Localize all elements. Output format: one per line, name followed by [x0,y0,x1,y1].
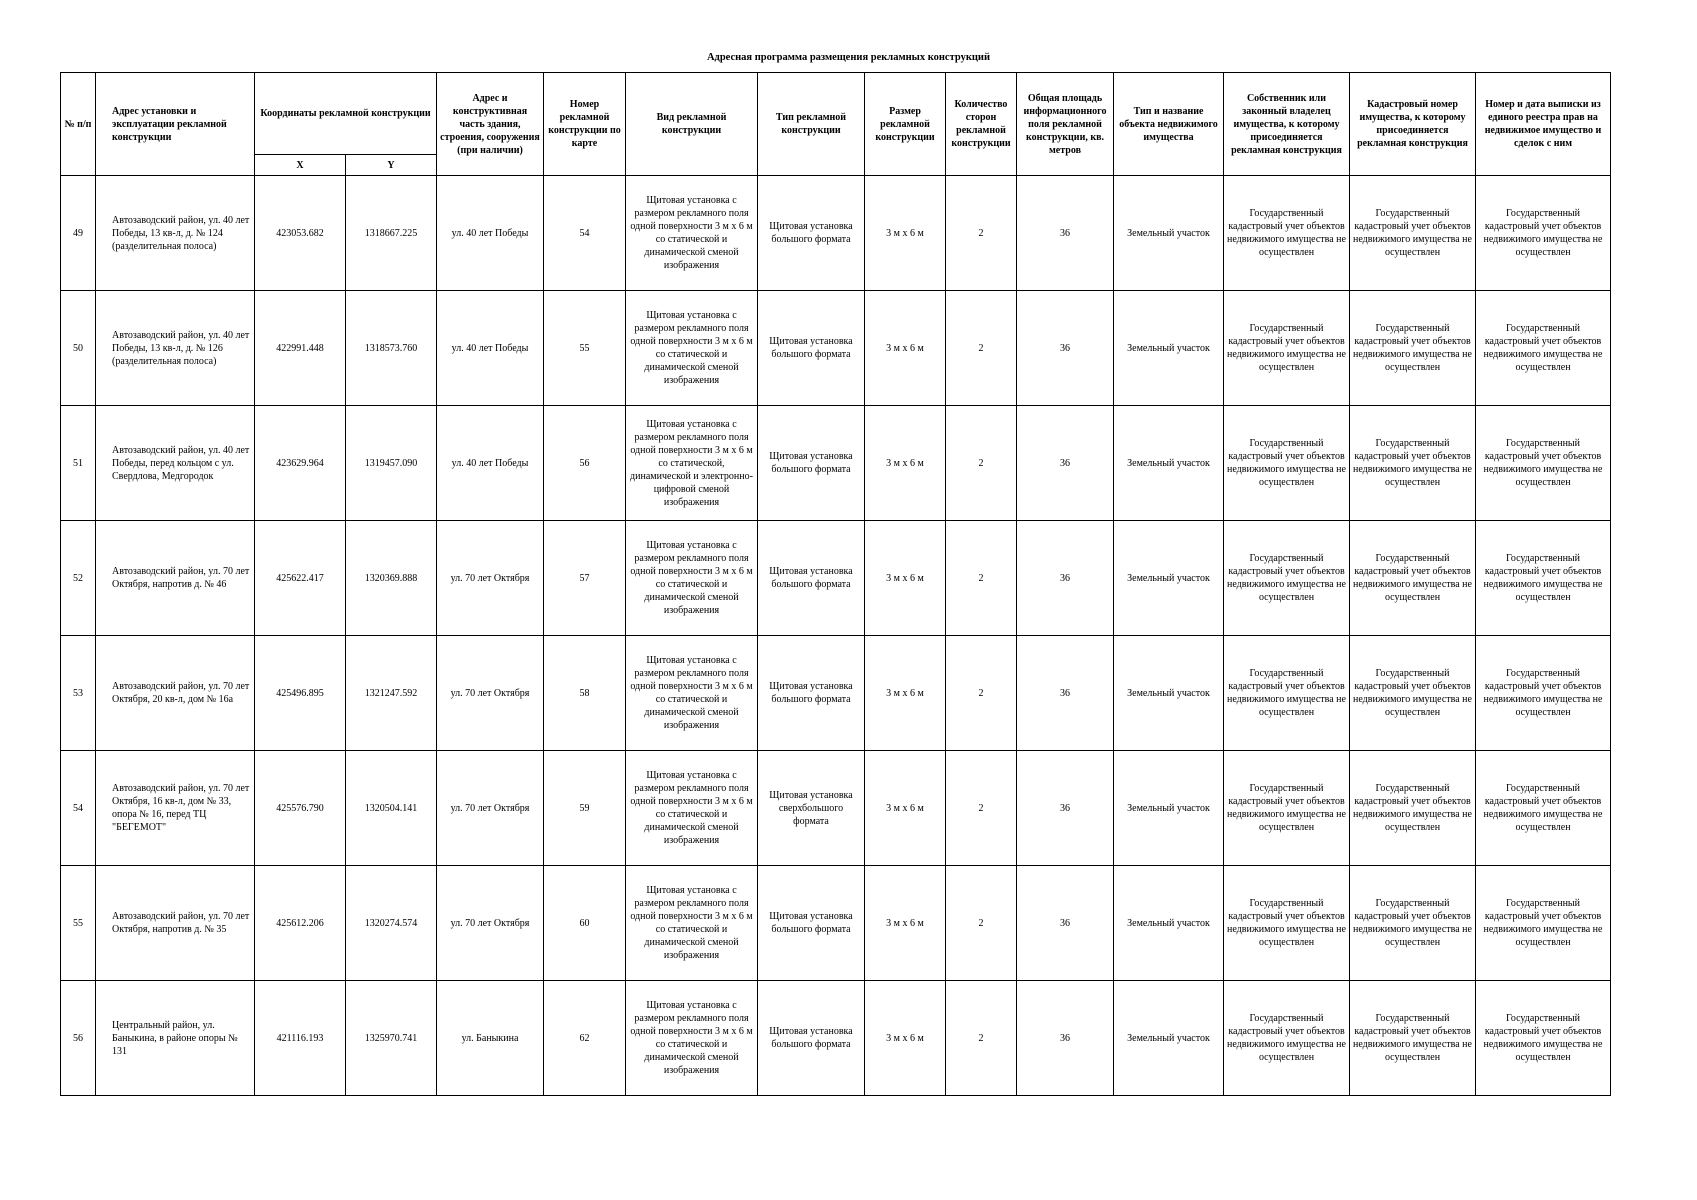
cell-owner: Государственный кадастровый учет объектов недвижимого имущества не осуществлен [1224,981,1350,1096]
cell-y: 1318573.760 [346,291,437,406]
cell-object: Земельный участок [1114,406,1224,521]
table-row [61,981,1611,1096]
cell-owner: Государственный кадастровый учет объектов недвижимого имущества не осуществлен [1224,521,1350,636]
cell-x: 425496.895 [255,636,346,751]
cell-num: 55 [61,866,96,981]
cell-num: 54 [61,751,96,866]
header-y: Y [346,155,437,176]
cell-kind: Щитовая установка с размером рекламного поля одной поверхности 3 м х 6 м со статической и динамической сменой изображения [626,521,758,636]
cell-cadastral: Государственный кадастровый учет объектов недвижимого имущества не осуществлен [1350,636,1476,751]
cell-type: Щитовая установка сверхбольшого формата [758,751,865,866]
cell-kind: Щитовая установка с размером рекламного поля одной поверхности 3 м х 6 м со статической, динамической и электронно-цифровой сменой изображения [626,406,758,521]
ad-program-table [60,72,1611,1096]
cell-map-num: 60 [544,866,626,981]
header-building: Адрес и конструктивная часть здания, строения, сооружения (при наличии) [437,73,544,176]
cell-cadastral: Государственный кадастровый учет объектов недвижимого имущества не осуществлен [1350,866,1476,981]
header-owner: Собственник или законный владелец имущества, к которому присоединяется рекламная конструкция [1224,73,1350,176]
cell-owner: Государственный кадастровый учет объектов недвижимого имущества не осуществлен [1224,406,1350,521]
cell-size: 3 м х 6 м [865,636,946,751]
cell-area: 36 [1017,981,1114,1096]
cell-y: 1319457.090 [346,406,437,521]
cell-sides: 2 [946,636,1017,751]
cell-registry: Государственный кадастровый учет объектов недвижимого имущества не осуществлен [1476,291,1611,406]
cell-kind: Щитовая установка с размером рекламного поля одной поверхности 3 м х 6 м со статической и динамической сменой изображения [626,176,758,291]
cell-address: Автозаводский район, ул. 70 лет Октября, 20 кв-л, дом № 16а [96,636,255,751]
cell-type: Щитовая установка большого формата [758,176,865,291]
cell-size: 3 м х 6 м [865,751,946,866]
header-kind: Вид рекламной конструкции [626,73,758,176]
header-x: X [255,155,346,176]
cell-object: Земельный участок [1114,291,1224,406]
cell-type: Щитовая установка большого формата [758,636,865,751]
cell-kind: Щитовая установка с размером рекламного поля одной поверхности 3 м х 6 м со статической и динамической сменой изображения [626,291,758,406]
cell-type: Щитовая установка большого формата [758,981,865,1096]
cell-y: 1320369.888 [346,521,437,636]
table-row [61,406,1611,521]
cell-x: 425612.206 [255,866,346,981]
cell-map-num: 57 [544,521,626,636]
cell-registry: Государственный кадастровый учет объектов недвижимого имущества не осуществлен [1476,406,1611,521]
table-row [61,521,1611,636]
cell-num: 53 [61,636,96,751]
document-title: Адресная программа размещения рекламных конструкций [706,52,991,63]
cell-map-num: 54 [544,176,626,291]
cell-type: Щитовая установка большого формата [758,291,865,406]
cell-num: 50 [61,291,96,406]
header-sides: Количество сторон рекламной конструкции [946,73,1017,176]
cell-owner: Государственный кадастровый учет объектов недвижимого имущества не осуществлен [1224,291,1350,406]
header-size: Размер рекламной конструкции [865,73,946,176]
cell-y: 1325970.741 [346,981,437,1096]
table-header [61,73,1611,176]
header-object: Тип и название объекта недвижимого имущества [1114,73,1224,176]
cell-area: 36 [1017,521,1114,636]
cell-address: Центральный район, ул. Баныкина, в районе опоры № 131 [96,981,255,1096]
cell-num: 49 [61,176,96,291]
cell-map-num: 56 [544,406,626,521]
header-coords: Координаты рекламной конструкции [255,73,437,155]
cell-sides: 2 [946,866,1017,981]
cell-size: 3 м х 6 м [865,406,946,521]
cell-sides: 2 [946,521,1017,636]
cell-y: 1321247.592 [346,636,437,751]
cell-y: 1318667.225 [346,176,437,291]
cell-area: 36 [1017,406,1114,521]
cell-kind: Щитовая установка с размером рекламного поля одной поверхности 3 м х 6 м со статической и динамической сменой изображения [626,866,758,981]
cell-size: 3 м х 6 м [865,866,946,981]
cell-cadastral: Государственный кадастровый учет объектов недвижимого имущества не осуществлен [1350,291,1476,406]
cell-cadastral: Государственный кадастровый учет объектов недвижимого имущества не осуществлен [1350,521,1476,636]
cell-building: ул. 40 лет Победы [437,291,544,406]
cell-object: Земельный участок [1114,521,1224,636]
cell-object: Земельный участок [1114,636,1224,751]
cell-object: Земельный участок [1114,866,1224,981]
cell-building: ул. Баныкина [437,981,544,1096]
header-address: Адрес установки и эксплуатации рекламной конструкции [96,73,255,176]
cell-registry: Государственный кадастровый учет объектов недвижимого имущества не осуществлен [1476,176,1611,291]
cell-building: ул. 70 лет Октября [437,636,544,751]
cell-building: ул. 70 лет Октября [437,866,544,981]
cell-y: 1320504.141 [346,751,437,866]
cell-map-num: 62 [544,981,626,1096]
cell-cadastral: Государственный кадастровый учет объектов недвижимого имущества не осуществлен [1350,751,1476,866]
cell-object: Земельный участок [1114,751,1224,866]
cell-x: 425576.790 [255,751,346,866]
table-body [61,176,1611,1096]
cell-size: 3 м х 6 м [865,521,946,636]
cell-area: 36 [1017,291,1114,406]
cell-cadastral: Государственный кадастровый учет объектов недвижимого имущества не осуществлен [1350,406,1476,521]
cell-x: 423053.682 [255,176,346,291]
cell-address: Автозаводский район, ул. 40 лет Победы, 13 кв-л, д. № 124 (разделительная полоса) [96,176,255,291]
cell-building: ул. 70 лет Октября [437,751,544,866]
cell-type: Щитовая установка большого формата [758,406,865,521]
cell-address: Автозаводский район, ул. 70 лет Октября, напротив д. № 35 [96,866,255,981]
table-row [61,176,1611,291]
cell-kind: Щитовая установка с размером рекламного поля одной поверхности 3 м х 6 м со статической и динамической сменой изображения [626,751,758,866]
cell-owner: Государственный кадастровый учет объектов недвижимого имущества не осуществлен [1224,751,1350,866]
cell-num: 52 [61,521,96,636]
cell-x: 422991.448 [255,291,346,406]
cell-kind: Щитовая установка с размером рекламного поля одной поверхности 3 м х 6 м со статической и динамической сменой изображения [626,981,758,1096]
cell-area: 36 [1017,636,1114,751]
header-cadastral: Кадастровый номер имущества, к которому присоединяется рекламная конструкция [1350,73,1476,176]
cell-type: Щитовая установка большого формата [758,866,865,981]
cell-sides: 2 [946,291,1017,406]
cell-area: 36 [1017,176,1114,291]
header-type: Тип рекламной конструкции [758,73,865,176]
cell-building: ул. 40 лет Победы [437,176,544,291]
header-area: Общая площадь информационного поля рекламной конструкции, кв. метров [1017,73,1114,176]
header-num: № п/п [61,73,96,176]
cell-address: Автозаводский район, ул. 40 лет Победы, 13 кв-л, д. № 126 (разделительная полоса) [96,291,255,406]
cell-address: Автозаводский район, ул. 70 лет Октября, напротив д. № 46 [96,521,255,636]
table-row [61,866,1611,981]
cell-area: 36 [1017,866,1114,981]
cell-num: 51 [61,406,96,521]
cell-registry: Государственный кадастровый учет объектов недвижимого имущества не осуществлен [1476,866,1611,981]
cell-map-num: 55 [544,291,626,406]
cell-x: 425622.417 [255,521,346,636]
table-row [61,751,1611,866]
cell-type: Щитовая установка большого формата [758,521,865,636]
cell-sides: 2 [946,981,1017,1096]
cell-x: 423629.964 [255,406,346,521]
table-row [61,636,1611,751]
cell-x: 421116.193 [255,981,346,1096]
cell-size: 3 м х 6 м [865,291,946,406]
cell-num: 56 [61,981,96,1096]
cell-owner: Государственный кадастровый учет объектов недвижимого имущества не осуществлен [1224,176,1350,291]
cell-map-num: 58 [544,636,626,751]
cell-building: ул. 70 лет Октября [437,521,544,636]
cell-cadastral: Государственный кадастровый учет объектов недвижимого имущества не осуществлен [1350,981,1476,1096]
cell-registry: Государственный кадастровый учет объектов недвижимого имущества не осуществлен [1476,521,1611,636]
cell-sides: 2 [946,406,1017,521]
cell-object: Земельный участок [1114,176,1224,291]
header-map-num: Номер рекламной конструкции по карте [544,73,626,176]
cell-object: Земельный участок [1114,981,1224,1096]
cell-building: ул. 40 лет Победы [437,406,544,521]
cell-registry: Государственный кадастровый учет объектов недвижимого имущества не осуществлен [1476,636,1611,751]
cell-map-num: 59 [544,751,626,866]
cell-registry: Государственный кадастровый учет объектов недвижимого имущества не осуществлен [1476,751,1611,866]
cell-y: 1320274.574 [346,866,437,981]
cell-sides: 2 [946,176,1017,291]
cell-registry: Государственный кадастровый учет объектов недвижимого имущества не осуществлен [1476,981,1611,1096]
cell-owner: Государственный кадастровый учет объектов недвижимого имущества не осуществлен [1224,636,1350,751]
cell-cadastral: Государственный кадастровый учет объектов недвижимого имущества не осуществлен [1350,176,1476,291]
cell-address: Автозаводский район, ул. 40 лет Победы, перед кольцом с ул. Свердлова, Медгородок [96,406,255,521]
table-row [61,291,1611,406]
cell-size: 3 м х 6 м [865,176,946,291]
cell-kind: Щитовая установка с размером рекламного поля одной поверхности 3 м х 6 м со статической и динамической сменой изображения [626,636,758,751]
header-registry: Номер и дата выписки из единого реестра прав на недвижимое имущество и сделок с ним [1476,73,1611,176]
cell-owner: Государственный кадастровый учет объектов недвижимого имущества не осуществлен [1224,866,1350,981]
cell-area: 36 [1017,751,1114,866]
cell-address: Автозаводский район, ул. 70 лет Октября, 16 кв-л, дом № 33, опора № 16, перед ТЦ "БЕГЕМОТ" [96,751,255,866]
cell-sides: 2 [946,751,1017,866]
cell-size: 3 м х 6 м [865,981,946,1096]
